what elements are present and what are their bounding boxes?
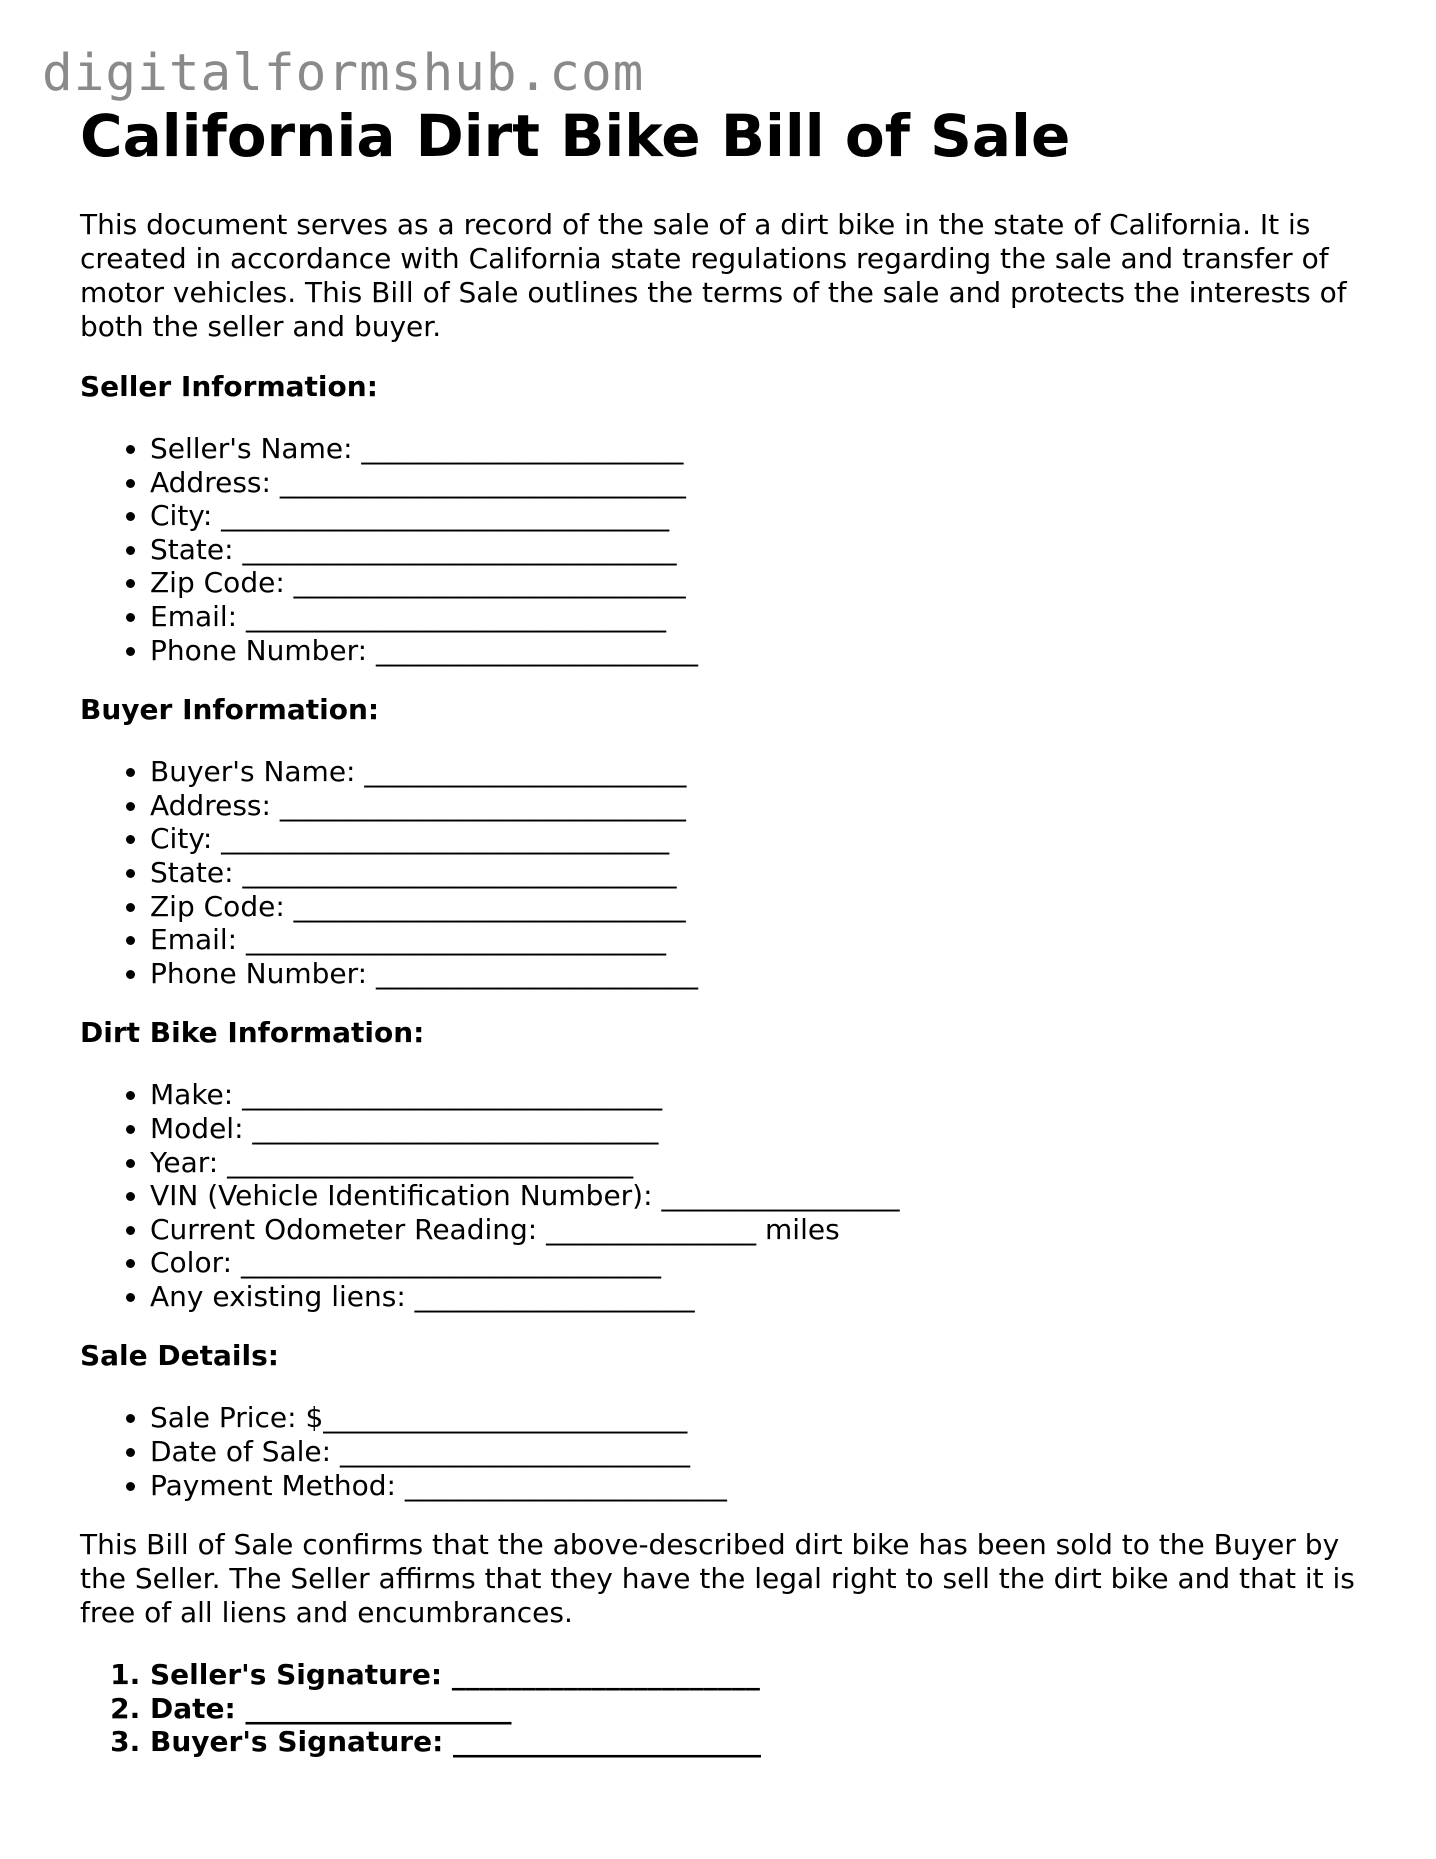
bike-fields: [80, 1078, 1370, 1313]
seller-zip-field[interactable]: • Zip Code: ____________________________: [150, 566, 1370, 600]
buyer-zip-field[interactable]: • Zip Code: ____________________________: [150, 890, 1370, 924]
seller-heading: Seller Information:: [80, 370, 378, 403]
buyer-name-field[interactable]: • Buyer's Name: _______________________: [150, 755, 1370, 789]
sale-price-field[interactable]: • Sale Price: $__________________________: [150, 1401, 1370, 1435]
seller-state-field[interactable]: • State: _______________________________: [150, 533, 1370, 567]
sale-heading: Sale Details:: [80, 1339, 279, 1373]
signature-list: [80, 1658, 1370, 1759]
bike-liens-field[interactable]: • Any existing liens: ____________________: [150, 1280, 1370, 1314]
watermark: digitalformshub.com: [42, 44, 645, 103]
signature-date-field[interactable]: 2. Date: ___________________: [150, 1692, 1370, 1726]
bike-year-field[interactable]: • Year: _____________________________: [150, 1146, 1370, 1180]
seller-fields: [80, 432, 1370, 667]
seller-address-field[interactable]: • Address: _____________________________: [150, 466, 1370, 500]
page-title: California Dirt Bike Bill of Sale: [80, 102, 1071, 170]
buyer-signature-field[interactable]: 3. Buyer's Signature: ______________________: [150, 1725, 1370, 1759]
seller-name-field[interactable]: • Seller's Name: _______________________: [150, 432, 1370, 466]
bike-model-field[interactable]: • Model: _____________________________: [150, 1112, 1370, 1146]
buyer-address-field[interactable]: • Address: _____________________________: [150, 789, 1370, 823]
bike-heading: Dirt Bike Information:: [80, 1016, 425, 1050]
bike-color-field[interactable]: • Color: ______________________________: [150, 1246, 1370, 1280]
intro-paragraph: This document serves as a record of the sale of a dirt bike in the state of California. It is created in accordance with California state regulations regarding the sale and transfer of motor vehicles. This Bill of Sale outlines the terms of the sale and protects the interests of both the seller and buyer.: [80, 208, 1347, 343]
document-page: [80, 100, 1370, 1759]
payment-method-field[interactable]: • Payment Method: _______________________: [150, 1469, 1370, 1503]
closing-paragraph: This Bill of Sale confirms that the above-described dirt bike has been sold to the Buyer by the Seller. The Seller affirms that they have the legal right to sell the dirt bike and that it is free of all liens and encumbrances.: [80, 1528, 1355, 1630]
sale-fields: [80, 1401, 1370, 1502]
buyer-state-field[interactable]: • State: _______________________________: [150, 856, 1370, 890]
seller-signature-field[interactable]: 1. Seller's Signature: ______________________: [150, 1658, 1370, 1692]
bike-make-field[interactable]: • Make: ______________________________: [150, 1078, 1370, 1112]
bike-vin-field[interactable]: • VIN (Vehicle Identification Number): _________________: [150, 1179, 1370, 1213]
buyer-city-field[interactable]: • City: ________________________________: [150, 822, 1370, 856]
buyer-phone-field[interactable]: • Phone Number: _______________________: [150, 957, 1370, 991]
bike-odometer-field[interactable]: • Current Odometer Reading: _______________ miles: [150, 1213, 1370, 1247]
buyer-heading: Buyer Information:: [80, 693, 380, 727]
seller-phone-field[interactable]: • Phone Number: _______________________: [150, 634, 1370, 668]
seller-email-field[interactable]: • Email: ______________________________: [150, 600, 1370, 634]
sale-date-field[interactable]: • Date of Sale: _________________________: [150, 1435, 1370, 1469]
buyer-fields: [80, 755, 1370, 990]
seller-city-field[interactable]: • City: ________________________________: [150, 499, 1370, 533]
buyer-email-field[interactable]: • Email: ______________________________: [150, 923, 1370, 957]
